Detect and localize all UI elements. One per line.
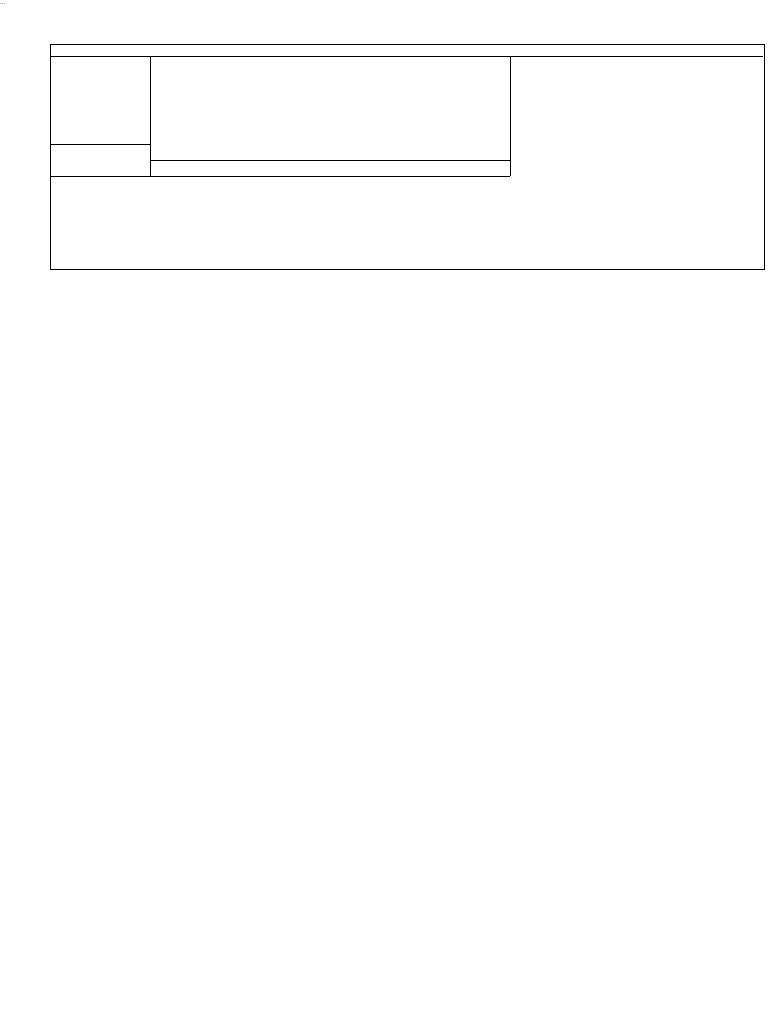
- top-section: [50, 44, 765, 270]
- divider: [510, 56, 511, 176]
- divider: [150, 56, 151, 176]
- divider: [50, 176, 510, 177]
- divider: [150, 160, 510, 161]
- divider: [50, 144, 150, 145]
- divider: [50, 56, 763, 57]
